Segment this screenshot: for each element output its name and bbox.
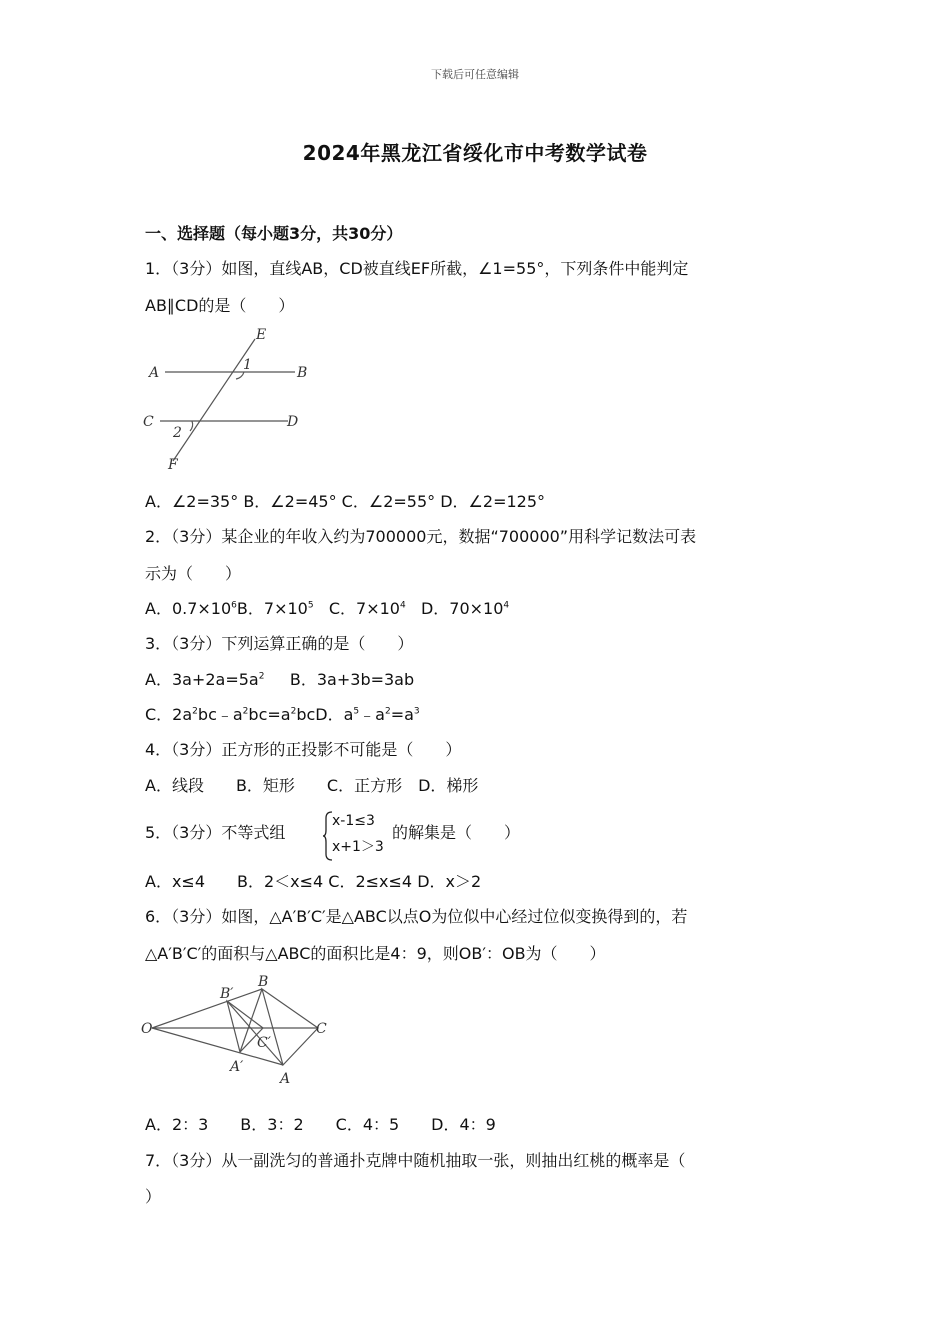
q3-option-d: D．$a^5﹣a^2=a^3$ [315, 705, 420, 724]
q1-figure [140, 325, 320, 475]
q5-inequality-2: x+1＞3 [332, 839, 384, 855]
q3-option-a: A．$3a+2a=5a^2$ [145, 670, 265, 689]
label-d: D [287, 414, 299, 430]
q6-stem-line1: 6．（3分）如图，△A′B′C′是△ABC以点O为位似中心经过位似变换得到的，若 [145, 907, 688, 926]
q7-stem-line2: ） [145, 1187, 162, 1206]
page-header: 下载后可任意编辑 [431, 68, 519, 81]
q5-inequality-1: x-1≤3 [332, 813, 375, 829]
q5-stem-suffix: 的解集是（ ） [392, 823, 521, 842]
q4-stem: 4．（3分）正方形的正投影不可能是（ ） [145, 740, 462, 759]
angle-1-arc [236, 372, 244, 379]
q2-option-b: B．$7\times 10^5$ [236, 599, 314, 618]
q7-stem-line1: 7．（3分）从一副洗匀的普通扑克牌中随机抽取一张，则抽出红桃的概率是（ [145, 1151, 686, 1170]
q2-option-c: C．$7\times 10^4$ [328, 599, 406, 618]
q6-options: A．2：3 B．3：2 C．4：5 D．4：9 [145, 1115, 496, 1134]
q6-figure [140, 975, 340, 1090]
label-angle-1: 1 [243, 357, 252, 373]
q1-stem-line2: AB∥CD的是（ ） [145, 296, 295, 315]
q3-option-c: C．$2a^2bc﹣a^2bc=a^2bc$ [145, 705, 316, 724]
q1-stem-line1: 1．（3分）如图，直线AB，CD被直线EF所截，∠1=55°，下列条件中能判定 [145, 259, 689, 278]
label-c-prime: C′ [257, 1035, 271, 1051]
label-a: A [280, 1071, 291, 1087]
label-c: C [316, 1021, 327, 1037]
q5-stem-prefix: 5．（3分）不等式组 [145, 823, 286, 842]
label-b-prime: B′ [220, 986, 234, 1002]
label-a-prime: A′ [230, 1059, 244, 1075]
label-b: B [297, 365, 308, 381]
triangle-abc [262, 989, 318, 1065]
q5-inequality-system [322, 810, 394, 862]
page-title: 2024年黑龙江省绥化市中考数学试卷 [302, 141, 648, 165]
label-e: E [256, 327, 267, 343]
label-angle-2: 2 [173, 425, 182, 441]
q3-option-b: B．3a+3b=3ab [289, 670, 415, 689]
q3-options-ab [145, 669, 414, 691]
label-b: B [258, 975, 269, 990]
q6-stem-line2: △A′B′C′的面积与△ABC的面积比是4：9，则OB′：OB为（ ） [145, 944, 606, 963]
section-heading: 一、选择题（每小题3分，共30分） [145, 224, 403, 243]
angle-2-arc [190, 421, 193, 431]
q5-options: A．x≤4 B．2＜x≤4 C．2≤x≤4 D．x＞2 [145, 872, 482, 891]
q2-options [145, 598, 509, 620]
q4-options: A．线段 B．矩形 C．正方形 D．梯形 [145, 776, 479, 795]
q2-option-d: D．$70\times 10^4$ [420, 599, 510, 618]
label-f: F [168, 457, 178, 473]
q3-options-cd [145, 704, 420, 726]
label-c: C [143, 414, 154, 430]
label-o: O [141, 1021, 153, 1037]
q2-stem-line2: 示为（ ） [145, 564, 242, 583]
q2-option-a: A．$0.7\times 10^6$ [145, 599, 237, 618]
q1-options: A．∠2=35° B．∠2=45° C．∠2=55° D．∠2=125° [145, 492, 546, 511]
q2-stem-line1: 2．（3分）某企业的年收入约为700000元，数据“700000”用科学记数法可表 [145, 527, 697, 546]
q3-stem: 3．（3分）下列运算正确的是（ ） [145, 634, 414, 653]
label-a: A [149, 365, 160, 381]
